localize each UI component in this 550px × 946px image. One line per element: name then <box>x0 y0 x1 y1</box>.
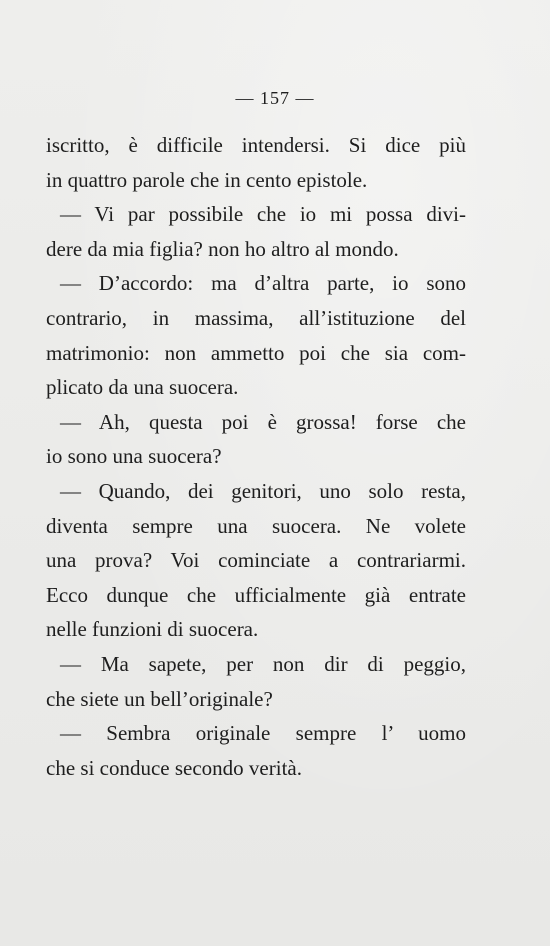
text-line: plicato da una suocera. <box>46 375 239 400</box>
text-line: Ecco dunque che ufficialmente già entrate <box>46 582 466 607</box>
text-line: — Vi par possibile che io mi possa divi- <box>60 202 466 227</box>
text-line: diventa sempre una suocera. Ne volete <box>46 513 466 538</box>
text-line: una prova? Voi cominciate a contrariarmi. <box>46 548 466 573</box>
text-line: in quattro parole che in cento epistole. <box>46 167 368 192</box>
text-line: — Ma sapete, per non dir di peggio, <box>60 651 466 676</box>
text-line: dere da mia figlia? non ho altro al mondo. <box>46 236 399 261</box>
text-line: — D’accordo: ma d’altra parte, io sono <box>60 271 466 296</box>
text-line: contrario, in massima, all’istituzione del <box>46 305 466 330</box>
text-line: nelle funzioni di suocera. <box>46 617 259 642</box>
text-line: che siete un bell’originale? <box>46 686 273 711</box>
text-line: — Ah, questa poi è grossa! forse che <box>60 409 466 434</box>
text-line: — Sembra originale sempre l’ uomo <box>60 721 466 746</box>
text-line: io sono una suocera? <box>46 444 222 469</box>
body-text <box>46 128 466 785</box>
page-number: — 157 — <box>235 88 315 108</box>
text-line: matrimonio: non ammetto poi che sia com- <box>46 340 466 365</box>
text-line: che si conduce secondo verità. <box>46 755 302 780</box>
text-line: iscritto, è difficile intendersi. Si dice più <box>46 133 466 157</box>
text-line: — Quando, dei genitori, uno solo resta, <box>60 478 466 503</box>
